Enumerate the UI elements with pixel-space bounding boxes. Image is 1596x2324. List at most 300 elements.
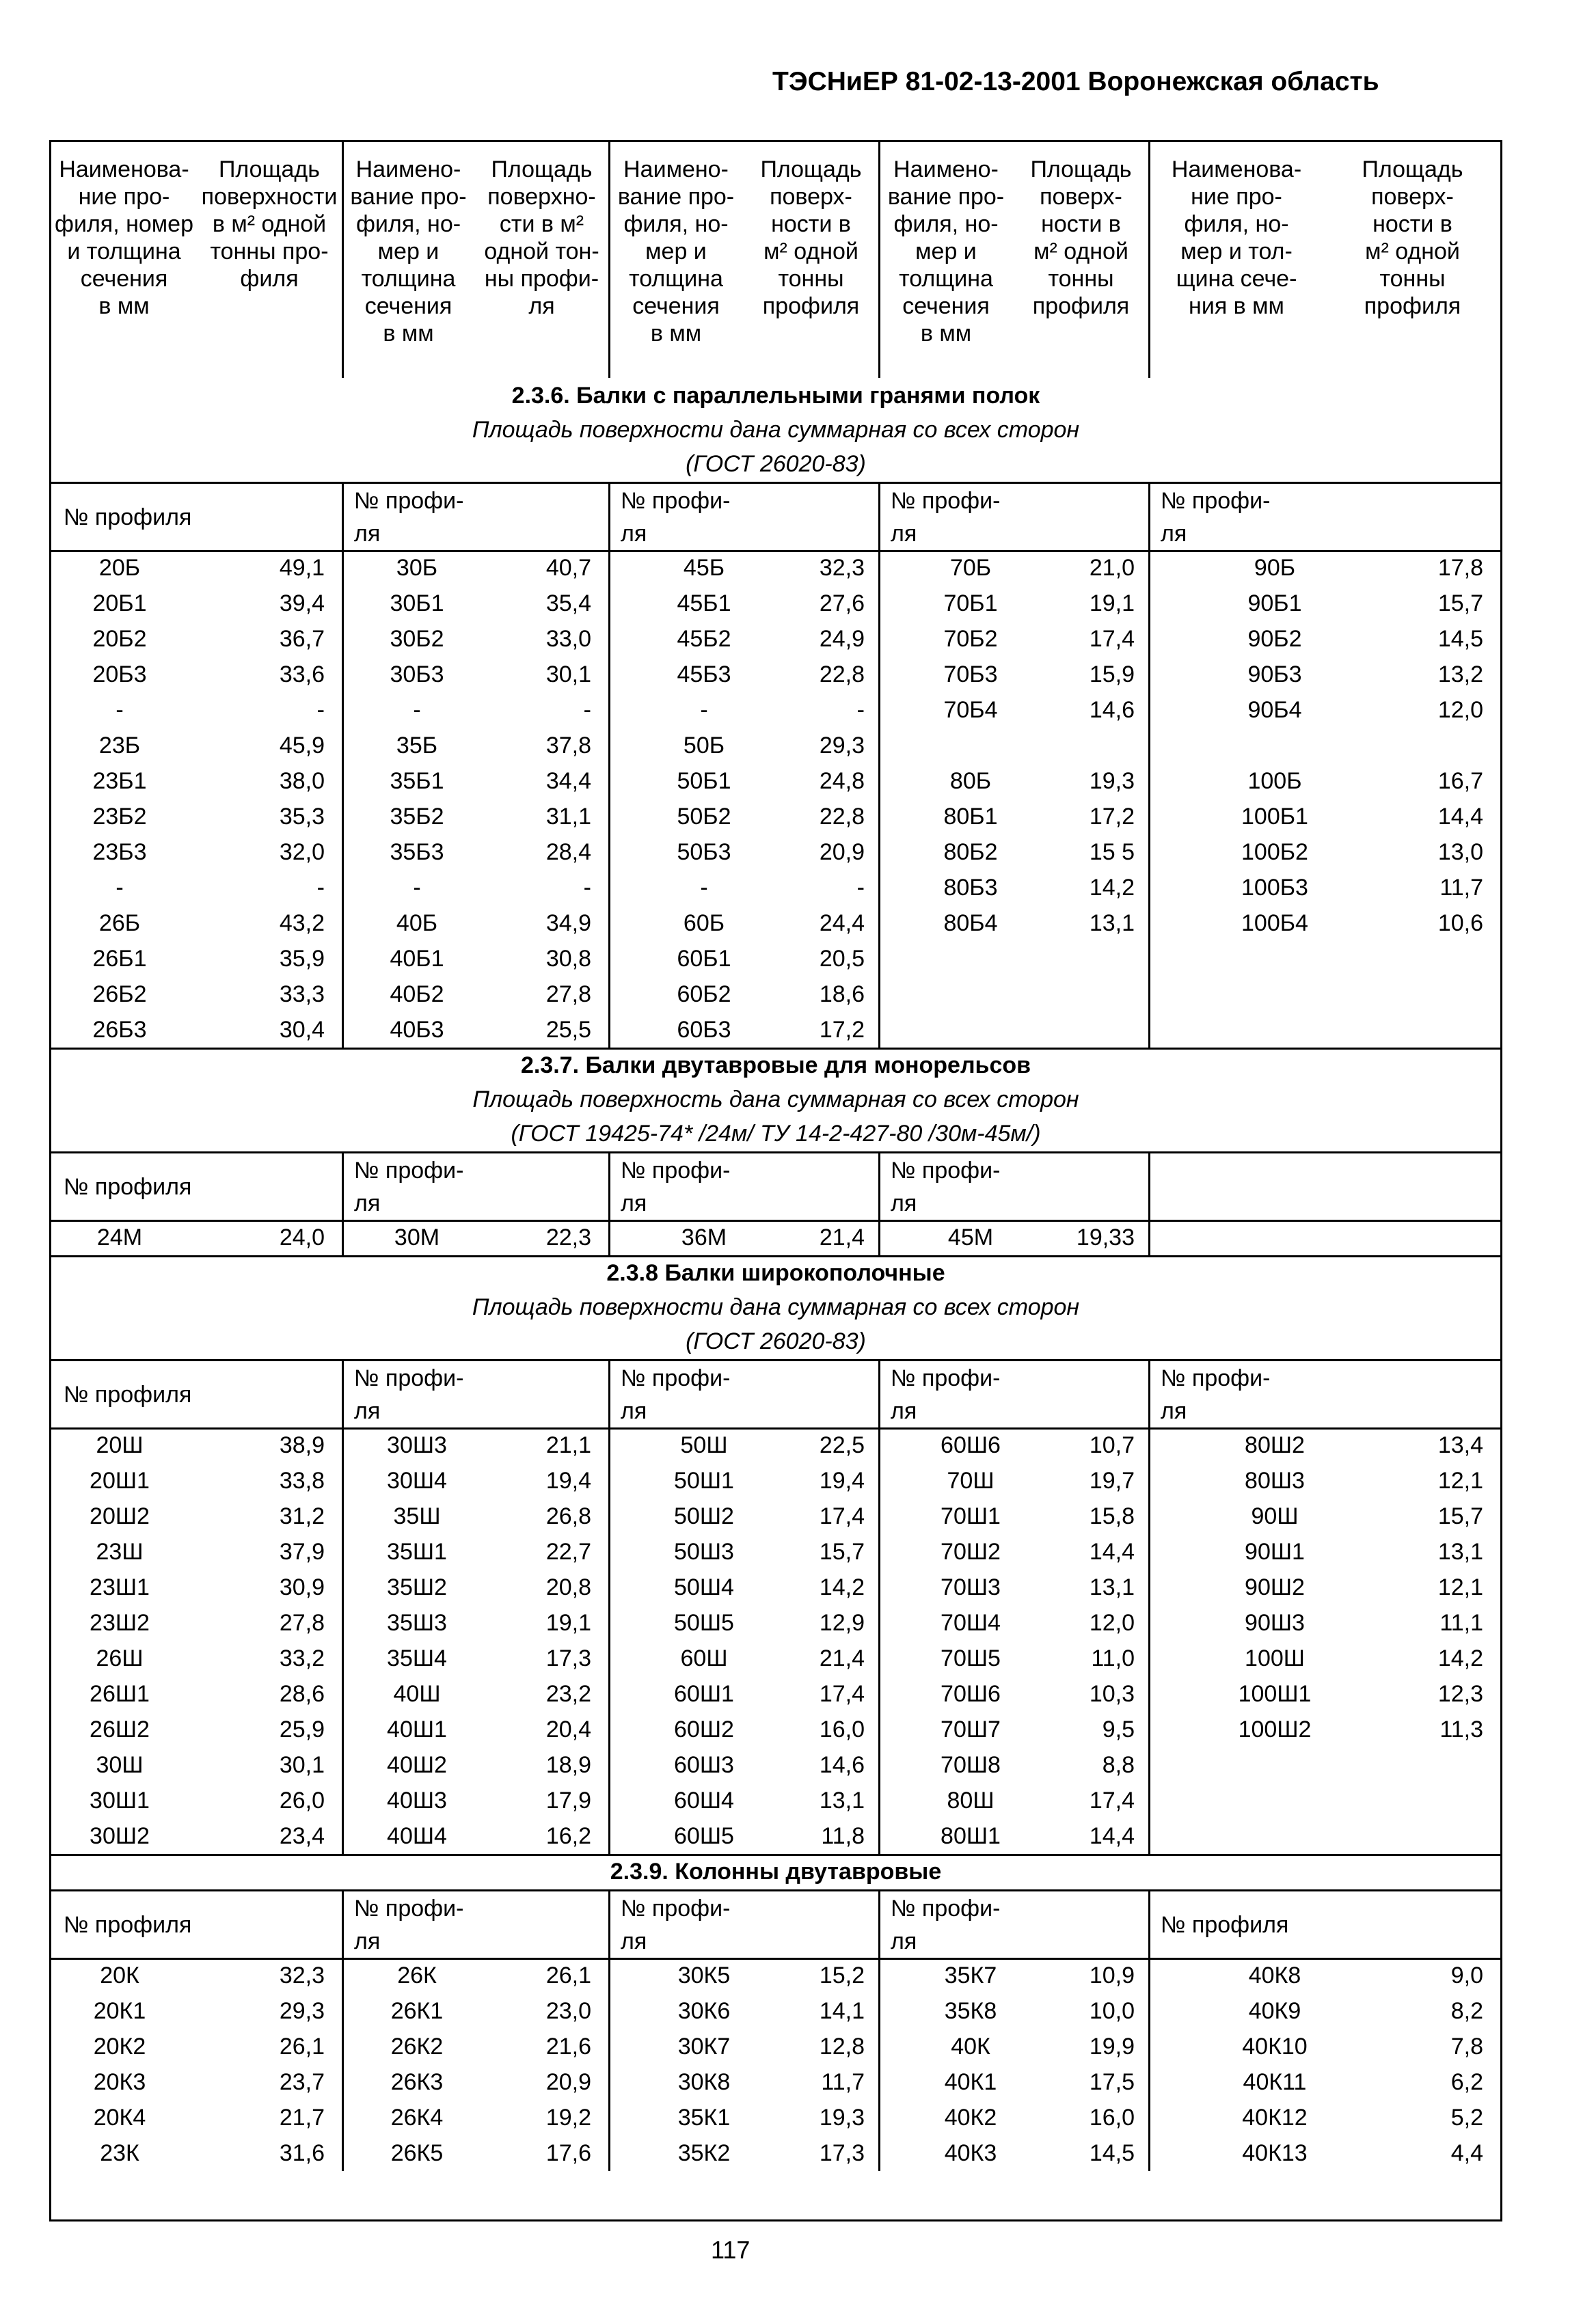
profile-name: 50Ш3 <box>674 1539 734 1565</box>
profile-area: 15,8 <box>1089 1503 1135 1529</box>
table-rule <box>342 550 344 1048</box>
profile-name: 35Б2 <box>390 804 444 830</box>
profile-name: 50Ш <box>680 1432 728 1458</box>
profile-area: 16,7 <box>1437 768 1483 794</box>
table-rule <box>878 1151 880 1220</box>
header-area-cell: Площадь поверхно- сти в м² одной тон- ны профи- ля <box>484 156 599 319</box>
profile-area: 15,2 <box>819 1963 865 1988</box>
profile-area: 19,1 <box>1089 590 1135 616</box>
profile-area: 22,5 <box>819 1432 865 1458</box>
profile-name: 60Ш5 <box>674 1823 734 1849</box>
profile-area: 9,5 <box>1102 1717 1135 1742</box>
profile-area: 23,4 <box>279 1823 325 1849</box>
profile-area: 21,0 <box>1089 555 1135 581</box>
profile-name: 60Ш4 <box>674 1788 734 1814</box>
section-title: 2.3.9. Колонны двутавровые <box>610 1859 942 1885</box>
profile-area: 21,6 <box>545 2034 591 2060</box>
profile-name: 100Б1 <box>1241 804 1308 830</box>
profile-area: 23,7 <box>279 2069 325 2095</box>
page-number: 117 <box>711 2236 750 2264</box>
profile-area: 10,6 <box>1437 910 1483 936</box>
profile-area: - <box>856 875 865 901</box>
table-rule <box>342 1889 344 1958</box>
table-rule <box>878 1359 880 1427</box>
profile-name: 90Ш2 <box>1245 1574 1305 1600</box>
table-rule <box>878 550 880 1048</box>
profile-area: 35,9 <box>279 946 325 972</box>
profile-name: 80Ш <box>947 1788 995 1814</box>
profile-name: 26К4 <box>390 2105 444 2131</box>
profile-area: 16,0 <box>1089 2105 1135 2131</box>
profile-name: 100Ш <box>1245 1645 1305 1671</box>
profile-area: 33,0 <box>545 626 591 652</box>
profile-name: 70Б1 <box>943 590 998 616</box>
profile-name: 60Б3 <box>677 1017 731 1043</box>
profile-name: 40К8 <box>1248 1963 1301 1988</box>
profile-name: 70Ш7 <box>941 1717 1001 1742</box>
profile-area: 34,4 <box>545 768 591 794</box>
profile-name: 80Ш2 <box>1245 1432 1305 1458</box>
profile-name: 90Ш3 <box>1245 1610 1305 1636</box>
profile-name: 40Б1 <box>390 946 444 972</box>
profile-name: 90Б1 <box>1247 590 1302 616</box>
profile-area: 20,4 <box>545 1717 591 1742</box>
profile-name: 40Ш2 <box>387 1752 447 1778</box>
profile-name: 20Б2 <box>92 626 147 652</box>
profile-name: 40Ш1 <box>387 1717 447 1742</box>
profile-name: 50Ш2 <box>674 1503 734 1529</box>
profile-name: 70Б <box>949 555 992 581</box>
profile-name: 80Б2 <box>943 839 998 865</box>
table-rule <box>878 1889 880 1958</box>
profile-name: 26Б1 <box>92 946 147 972</box>
profile-area: 35,3 <box>279 804 325 830</box>
profile-area: 24,8 <box>819 768 865 794</box>
profile-name: 40К9 <box>1248 1998 1301 2024</box>
profile-name: 35Б <box>396 733 438 758</box>
profile-name: 23Ш <box>96 1539 144 1565</box>
profile-label: № профи- ля <box>891 488 1001 547</box>
profile-area: 14,1 <box>819 1998 865 2024</box>
profile-name: 20Б <box>98 555 141 581</box>
profile-name: 70Ш8 <box>941 1752 1001 1778</box>
profile-area: 11,7 <box>821 2069 865 2095</box>
profile-label: № профиля <box>64 504 192 530</box>
profile-area: 25,9 <box>279 1717 325 1742</box>
profile-label: № профиля <box>1161 1912 1289 1938</box>
profile-area: 30,8 <box>545 946 591 972</box>
profile-area: 13,1 <box>819 1788 865 1814</box>
profile-name: 80Б1 <box>943 804 998 830</box>
profile-area: 27,8 <box>545 981 591 1007</box>
profile-area: 12,1 <box>1437 1468 1483 1494</box>
profile-name: 100Б <box>1247 768 1302 794</box>
profile-name: 35Ш <box>393 1503 441 1529</box>
profile-area: 11,1 <box>1439 1610 1483 1636</box>
table-rule <box>608 1889 610 1958</box>
profile-area: 17,5 <box>1089 2069 1135 2095</box>
profile-name: 23Ш2 <box>90 1610 150 1636</box>
profile-name: 24М <box>96 1225 143 1250</box>
profile-area: 10,9 <box>1089 1963 1135 1988</box>
section-subtitle: Площадь поверхности дана суммарная со всех сторон <box>472 1294 1080 1320</box>
profile-name: 40К1 <box>944 2069 997 2095</box>
profile-area: 15,9 <box>1089 661 1135 687</box>
profile-area: 26,1 <box>545 1963 591 1988</box>
profile-area: 33,3 <box>279 981 325 1007</box>
profile-area: 19,3 <box>1089 768 1135 794</box>
profile-area: 21,4 <box>819 1645 865 1671</box>
profile-name: 70Ш4 <box>941 1610 1001 1636</box>
profile-area: 8,8 <box>1102 1752 1135 1778</box>
profile-name: 80Ш1 <box>941 1823 1001 1849</box>
profile-area: 28,4 <box>545 839 591 865</box>
profile-area: 37,8 <box>545 733 591 758</box>
table-rule <box>342 1220 344 1255</box>
profile-name: 30К7 <box>677 2034 731 2060</box>
profile-table <box>49 140 1502 2222</box>
profile-name: 26К1 <box>390 1998 444 2024</box>
profile-name: 23Б3 <box>92 839 147 865</box>
profile-area: 34,9 <box>545 910 591 936</box>
profile-name: 36М <box>681 1225 727 1250</box>
profile-area: 28,6 <box>279 1681 325 1707</box>
profile-name: 90Ш1 <box>1245 1539 1305 1565</box>
profile-label: № профи- ля <box>621 1365 731 1424</box>
profile-name: 40К2 <box>944 2105 997 2131</box>
profile-area: 17,3 <box>819 2140 865 2166</box>
profile-name: 35Ш4 <box>387 1645 447 1671</box>
profile-name: 100Б2 <box>1241 839 1308 865</box>
table-rule <box>608 1220 610 1255</box>
profile-area: 5,2 <box>1450 2105 1483 2131</box>
profile-area: 38,9 <box>279 1432 325 1458</box>
table-rule <box>1148 1359 1150 1427</box>
profile-area: 35,4 <box>545 590 591 616</box>
profile-name: 30К6 <box>677 1998 731 2024</box>
table-rule <box>1148 1958 1150 2171</box>
table-rule <box>51 1151 1500 1153</box>
profile-area: 19,1 <box>545 1610 591 1636</box>
profile-area: 31,2 <box>279 1503 325 1529</box>
profile-name: 40Ш <box>393 1681 441 1707</box>
profile-name: 30Б1 <box>390 590 444 616</box>
profile-area: 15,7 <box>819 1539 865 1565</box>
profile-area: 43,2 <box>279 910 325 936</box>
profile-name: 26К <box>397 1963 437 1988</box>
profile-area: 24,9 <box>819 626 865 652</box>
section-standard: (ГОСТ 26020-83) <box>686 1328 866 1354</box>
profile-area: 22,3 <box>545 1225 591 1250</box>
profile-name: 100Б4 <box>1241 910 1308 936</box>
profile-name: 30Ш4 <box>387 1468 447 1494</box>
profile-area: 12,3 <box>1437 1681 1483 1707</box>
profile-area: 14,6 <box>1089 697 1135 723</box>
profile-name: 26Ш <box>96 1645 144 1671</box>
section-title: 2.3.6. Балки с параллельными гранями полок <box>511 383 1040 409</box>
profile-name: 90Б4 <box>1247 697 1302 723</box>
profile-area: 11,3 <box>1439 1717 1483 1742</box>
profile-name: 80Б4 <box>943 910 998 936</box>
profile-area: 19,3 <box>819 2105 865 2131</box>
profile-area: 18,9 <box>545 1752 591 1778</box>
profile-area: 27,8 <box>279 1610 325 1636</box>
profile-area: 17,4 <box>819 1681 865 1707</box>
table-rule <box>1148 1427 1150 1854</box>
profile-label: № профи- ля <box>1161 1365 1271 1424</box>
profile-area: 30,1 <box>545 661 591 687</box>
profile-area: 18,6 <box>819 981 865 1007</box>
profile-name: - <box>116 697 124 723</box>
profile-name: 60Б <box>683 910 725 936</box>
profile-name: 35К2 <box>677 2140 731 2166</box>
profile-area: 19,4 <box>819 1468 865 1494</box>
profile-area: 16,2 <box>545 1823 591 1849</box>
table-rule <box>342 1958 344 2171</box>
profile-name: 35Б1 <box>390 768 444 794</box>
profile-area: 14,2 <box>1089 875 1135 901</box>
profile-name: 20Б1 <box>92 590 147 616</box>
profile-area: 17,2 <box>1089 804 1135 830</box>
profile-name: - <box>413 697 421 723</box>
table-rule <box>1148 550 1150 1048</box>
profile-area: 17,4 <box>819 1503 865 1529</box>
profile-area: 37,9 <box>279 1539 325 1565</box>
profile-name: 50Ш4 <box>674 1574 734 1600</box>
profile-name: 20Б3 <box>92 661 147 687</box>
profile-label: № профи- ля <box>354 1158 464 1216</box>
profile-area: 9,0 <box>1450 1963 1483 1988</box>
profile-name: 70Ш5 <box>941 1645 1001 1671</box>
profile-area: 25,5 <box>545 1017 591 1043</box>
profile-name: 40К3 <box>944 2140 997 2166</box>
profile-name: 60Ш2 <box>674 1717 734 1742</box>
profile-name: 40К12 <box>1242 2105 1308 2131</box>
profile-label: № профи- ля <box>621 1896 731 1954</box>
profile-name: 70Ш3 <box>941 1574 1001 1600</box>
profile-name: 20К <box>100 1963 139 1988</box>
profile-name: 70Ш2 <box>941 1539 1001 1565</box>
profile-area: - <box>316 697 325 723</box>
profile-name: 80Ш3 <box>1245 1468 1305 1494</box>
profile-name: 80Б3 <box>943 875 998 901</box>
profile-name: 70Ш <box>947 1468 995 1494</box>
profile-name: 50Ш1 <box>674 1468 734 1494</box>
profile-name: 23К <box>100 2140 139 2166</box>
profile-name: 40Б2 <box>390 981 444 1007</box>
profile-area: 27,6 <box>819 590 865 616</box>
profile-name: 30Ш3 <box>387 1432 447 1458</box>
profile-area: 12,0 <box>1437 697 1483 723</box>
profile-name: 80Б <box>949 768 992 794</box>
section-standard: (ГОСТ 19425-74* /24м/ ТУ 14-2-427-80 /30м-45м/) <box>511 1121 1041 1147</box>
profile-name: 20К4 <box>93 2105 146 2131</box>
profile-name: 20К1 <box>93 1998 146 2024</box>
profile-area: 13,1 <box>1437 1539 1483 1565</box>
profile-name: 26К3 <box>390 2069 444 2095</box>
profile-area: 26,0 <box>279 1788 325 1814</box>
profile-area: 14,4 <box>1089 1539 1135 1565</box>
profile-name: 20К3 <box>93 2069 146 2095</box>
profile-name: 40К <box>951 2034 990 2060</box>
table-rule <box>608 1151 610 1220</box>
profile-area: 17,4 <box>1089 626 1135 652</box>
profile-name: 40К10 <box>1242 2034 1308 2060</box>
document-header: ТЭСНиЕР 81-02-13-2001 Воронежская область <box>772 67 1379 96</box>
profile-area: 20,9 <box>545 2069 591 2095</box>
profile-name: 30К5 <box>677 1963 731 1988</box>
profile-area: 14,5 <box>1437 626 1483 652</box>
profile-label: № профиля <box>64 1382 192 1408</box>
profile-name: 70Б3 <box>943 661 998 687</box>
table-rule <box>51 482 1500 484</box>
table-rule <box>608 1427 610 1854</box>
profile-area: - <box>583 875 591 901</box>
header-name-cell: Наименова- ние про- филя, номер и толщина сечения в мм <box>55 156 193 319</box>
profile-name: 35К1 <box>677 2105 731 2131</box>
profile-area: - <box>316 875 325 901</box>
table-rule <box>608 482 610 550</box>
profile-name: 70Б2 <box>943 626 998 652</box>
profile-name: 20К2 <box>93 2034 146 2060</box>
profile-area: 17,4 <box>1089 1788 1135 1814</box>
profile-name: 40К13 <box>1242 2140 1308 2166</box>
profile-area: 17,9 <box>545 1788 591 1814</box>
table-rule <box>608 550 610 1048</box>
profile-area: 12,8 <box>819 2034 865 2060</box>
table-rule <box>1148 482 1150 550</box>
profile-name: 60Б1 <box>677 946 731 972</box>
table-rule <box>342 1427 344 1854</box>
profile-name: 50Б3 <box>677 839 731 865</box>
profile-name: 35К7 <box>944 1963 997 1988</box>
profile-area: 13,4 <box>1437 1432 1483 1458</box>
profile-label: № профиля <box>64 1912 192 1938</box>
profile-name: 35Б3 <box>390 839 444 865</box>
profile-name: 30Б <box>396 555 438 581</box>
table-rule <box>878 482 880 550</box>
profile-area: 16,0 <box>819 1717 865 1742</box>
profile-area: 14,2 <box>1437 1645 1483 1671</box>
profile-area: 19,2 <box>545 2105 591 2131</box>
profile-area: 23,2 <box>545 1681 591 1707</box>
profile-label: № профиля <box>64 1174 192 1200</box>
header-area-cell: Площадь поверх- ности в м² одной тонны профиля <box>1362 156 1463 319</box>
profile-name: 70Б4 <box>943 697 998 723</box>
profile-area: 31,1 <box>545 804 591 830</box>
profile-area: 13,0 <box>1437 839 1483 865</box>
profile-area: 14,4 <box>1089 1823 1135 1849</box>
profile-area: 21,1 <box>545 1432 591 1458</box>
profile-name: 35Ш1 <box>387 1539 447 1565</box>
profile-name: 100Б3 <box>1241 875 1308 901</box>
profile-area: - <box>856 697 865 723</box>
profile-name: 60Ш <box>680 1645 728 1671</box>
profile-name: 35Ш2 <box>387 1574 447 1600</box>
profile-name: 45М <box>947 1225 994 1250</box>
profile-area: 20,8 <box>545 1574 591 1600</box>
header-area-cell: Площадь поверх- ности в м² одной тонны профиля <box>1030 156 1132 319</box>
profile-name: 50Б <box>683 733 725 758</box>
profile-area: 32,3 <box>279 1963 325 1988</box>
profile-area: 4,4 <box>1450 2140 1483 2166</box>
profile-area: 13,1 <box>1089 910 1135 936</box>
profile-label: № профи- ля <box>354 488 464 547</box>
profile-area: 17,2 <box>819 1017 865 1043</box>
profile-area: 38,0 <box>279 768 325 794</box>
profile-area: 45,9 <box>279 733 325 758</box>
profile-name: 45Б1 <box>677 590 731 616</box>
profile-name: 60Ш1 <box>674 1681 734 1707</box>
profile-area: 11,0 <box>1091 1645 1135 1671</box>
profile-area: 19,4 <box>545 1468 591 1494</box>
profile-name: 26Б <box>98 910 141 936</box>
profile-name: 26Ш1 <box>90 1681 150 1707</box>
profile-area: 33,6 <box>279 661 325 687</box>
profile-name: - <box>116 875 124 901</box>
table-rule <box>608 1359 610 1427</box>
table-rule <box>51 1359 1500 1361</box>
profile-area: 19,33 <box>1076 1225 1135 1250</box>
section-title: 2.3.8 Балки широкополочные <box>606 1260 945 1286</box>
profile-area: 31,6 <box>279 2140 325 2166</box>
profile-name: - <box>700 697 708 723</box>
table-rule <box>1148 142 1150 378</box>
profile-area: 30,9 <box>279 1574 325 1600</box>
profile-area: 29,3 <box>819 733 865 758</box>
profile-area: 17,6 <box>545 2140 591 2166</box>
profile-name: 40Ш4 <box>387 1823 447 1849</box>
profile-name: 90Б3 <box>1247 661 1302 687</box>
profile-name: - <box>700 875 708 901</box>
profile-area: 21,7 <box>279 2105 325 2131</box>
table-rule <box>342 1359 344 1427</box>
profile-area: 22,8 <box>819 804 865 830</box>
profile-name: 45Б3 <box>677 661 731 687</box>
profile-name: 60Б2 <box>677 981 731 1007</box>
profile-area: 15,7 <box>1437 1503 1483 1529</box>
profile-area: 10,7 <box>1089 1432 1135 1458</box>
profile-name: 30М <box>394 1225 440 1250</box>
header-name-cell: Наимено- вание про- филя, но- мер и толщина сечения в мм <box>887 156 1005 346</box>
profile-area: 11,8 <box>821 1823 865 1849</box>
profile-area: 32,3 <box>819 555 865 581</box>
profile-area: 14,6 <box>819 1752 865 1778</box>
table-rule <box>342 482 344 550</box>
profile-name: 90Б2 <box>1247 626 1302 652</box>
profile-name: 20Ш <box>96 1432 144 1458</box>
profile-area: 24,4 <box>819 910 865 936</box>
profile-area: 29,3 <box>279 1998 325 2024</box>
table-rule <box>878 1220 880 1255</box>
table-rule <box>51 1889 1500 1891</box>
section-subtitle: Площадь поверхности дана суммарная со всех сторон <box>472 417 1080 443</box>
profile-name: 23Б1 <box>92 768 147 794</box>
profile-name: 50Ш5 <box>674 1610 734 1636</box>
profile-area: 39,4 <box>279 590 325 616</box>
table-rule <box>342 1151 344 1220</box>
profile-name: 30Ш1 <box>90 1788 150 1814</box>
profile-area: 14,2 <box>819 1574 865 1600</box>
profile-area: 20,9 <box>819 839 865 865</box>
table-rule <box>878 1427 880 1854</box>
table-rule <box>878 1958 880 2171</box>
profile-area: 21,4 <box>819 1225 865 1250</box>
section-subtitle: Площадь поверхность дана суммарная со всех сторон <box>472 1086 1079 1112</box>
profile-name: 30Б3 <box>390 661 444 687</box>
profile-name: 100Ш1 <box>1238 1681 1312 1707</box>
profile-area: 6,2 <box>1450 2069 1483 2095</box>
